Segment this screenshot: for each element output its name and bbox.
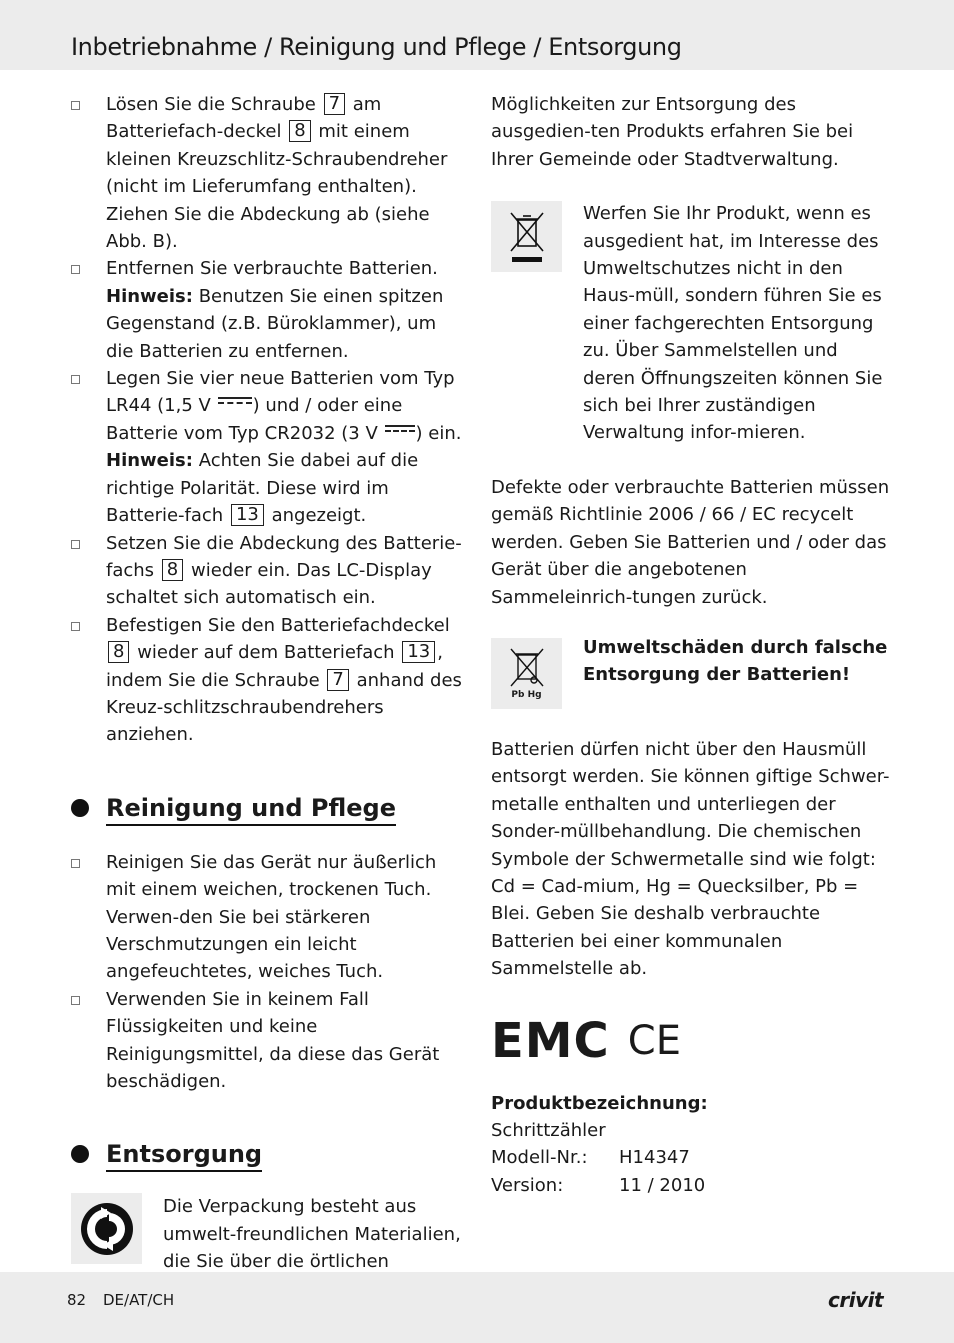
list-item: Befestigen Sie den Batteriefachdeckel 8 wieder auf dem Batteriefach 13 , indem Sie die Schraube 7 anhand des Kreuz-schlitzschraubendrehers anziehen. bbox=[71, 612, 466, 749]
heavy-metals-paragraph: Batterien dürfen nicht über den Hausmüll entsorgt werden. Sie können giftige Schwer-metalle enthalten und unterliegen der Sonder-müllbehandlung. Die chemischen Symbole der Schwermetalle sind wie folgt: Cd = Cad-mium, Hg = Quecksilber, Pb = Blei. Geben Sie deshalb verbrauchte Batterien bei einer kommunalen Sammelstelle ab. bbox=[491, 738, 890, 980]
page-title: Inbetriebnahme / Reinigung und Pflege / Entsorgung bbox=[71, 33, 682, 61]
emc-mark: EMC bbox=[491, 1012, 610, 1069]
bullet-icon bbox=[71, 265, 80, 274]
part-ref: 13 bbox=[402, 641, 435, 663]
battery-icon-label: Pb Hg bbox=[511, 690, 542, 701]
list-item: Lösen Sie die Schraube 7 am Batteriefach-deckel 8 mit einem kleinen Kreuzschlitz-Schraubendreher (nicht im Lieferumfang enthalten). Ziehen Sie die Abdeckung ab (siehe Abb. B). bbox=[71, 91, 466, 255]
dc-voltage-icon bbox=[218, 397, 252, 409]
right-column bbox=[491, 91, 891, 1199]
bullet-icon bbox=[71, 859, 80, 868]
crossed-bin-icon bbox=[491, 201, 562, 272]
certification-marks bbox=[491, 1012, 891, 1069]
part-ref: 7 bbox=[324, 93, 345, 115]
packaging-block: Die Verpackung besteht aus umwelt-freundlichen Materialien, die Sie über die örtlichen bbox=[71, 1193, 466, 1330]
left-column bbox=[71, 91, 466, 1330]
page-header bbox=[0, 0, 954, 70]
hint-label: Hinweis: bbox=[106, 285, 193, 307]
part-ref: 8 bbox=[108, 641, 129, 663]
part-ref: 8 bbox=[162, 559, 183, 581]
list-item: Setzen Sie die Abdeckung des Batterie-fachs 8 wieder ein. Das LC-Display schaltet sich automatisch ein. bbox=[71, 530, 466, 612]
list-item: Entfernen Sie verbrauchte Batterien. Hinweis: Benutzen Sie einen spitzen Gegenstand (z.B. Büroklammer), um die Batterien zu entfernen. bbox=[71, 255, 466, 365]
section-bullet-icon bbox=[71, 799, 89, 817]
section-heading-disposal: Entsorgung bbox=[71, 1139, 466, 1169]
disposal-intro: Möglichkeiten zur Entsorgung des ausgedien-ten Produkts erfahren Sie bei Ihrer Gemeinde oder Stadtverwaltung. bbox=[491, 94, 854, 170]
green-dot-icon bbox=[71, 1193, 142, 1264]
list-item: Reinigen Sie das Gerät nur äußerlich mit einem weichen, trockenen Tuch. Verwen-den Sie bei stärkeren Verschmutzungen ein leicht angefeuchtetes, weiches Tuch. bbox=[71, 849, 466, 986]
part-ref: 7 bbox=[327, 669, 348, 691]
product-name: Schrittzähler bbox=[491, 1119, 606, 1141]
ce-mark: CE bbox=[627, 1017, 681, 1064]
section-heading-cleaning: Reinigung und Pflege bbox=[71, 793, 466, 823]
bullet-icon bbox=[71, 996, 80, 1005]
weee-block: Werfen Sie Ihr Produkt, wenn es ausgedient hat, im Interesse des Umweltschutzes nicht in den Haus-müll, sondern führen Sie es einer fachgerechten Entsorgung zu. Über Sammelstellen und deren Öffnungszeiten können Sie sich bei Ihrer zuständigen Verwaltung infor-mieren. bbox=[491, 200, 891, 447]
battery-warning-block bbox=[491, 638, 891, 709]
dc-voltage-icon bbox=[385, 425, 415, 437]
bullet-icon bbox=[71, 375, 80, 384]
product-spec-table bbox=[491, 1144, 705, 1199]
hint-label: Hinweis: bbox=[106, 450, 193, 472]
product-heading: Produktbezeichnung: bbox=[491, 1092, 708, 1114]
list-item: Verwenden Sie in keinem Fall Flüssigkeiten und keine Reinigungsmittel, da diese das Gerät beschädigen. bbox=[71, 986, 466, 1096]
part-ref: 8 bbox=[289, 120, 310, 142]
brand-logo: crivit bbox=[828, 1288, 884, 1312]
page-number: 82 bbox=[67, 1291, 87, 1309]
battery-paragraph: Defekte oder verbrauchte Batterien müssen gemäß Richtlinie 2006 / 66 / EC recycelt werden. Geben Sie Batterien und / oder das Gerät über die angebotenen Sammeleinrich-tungen zurück. bbox=[491, 476, 890, 608]
bullet-icon bbox=[71, 540, 80, 549]
table-row: Modell-Nr.: H14347 bbox=[491, 1147, 690, 1169]
battery-warning: Umweltschäden durch falsche Entsorgung der Batterien! bbox=[583, 636, 888, 686]
list-item: Legen Sie vier neue Batterien vom Typ LR44 (1,5 V ) und / oder eine Batterie vom Typ CR2032 (3 V ) ein. Hinweis: Achten Sie dabei auf die richtige Polarität. Diese wird im Batterie-fach 13 angezeigt. bbox=[71, 365, 466, 529]
table-row: Version: 11 / 2010 bbox=[491, 1174, 706, 1196]
part-ref: 13 bbox=[231, 504, 264, 526]
page-footer bbox=[0, 1272, 954, 1343]
region-code: DE/AT/CH bbox=[103, 1291, 175, 1309]
product-info bbox=[491, 1090, 891, 1200]
battery-bin-icon bbox=[491, 638, 562, 709]
section-bullet-icon bbox=[71, 1145, 89, 1163]
bullet-icon bbox=[71, 101, 80, 110]
bullet-icon bbox=[71, 622, 80, 631]
